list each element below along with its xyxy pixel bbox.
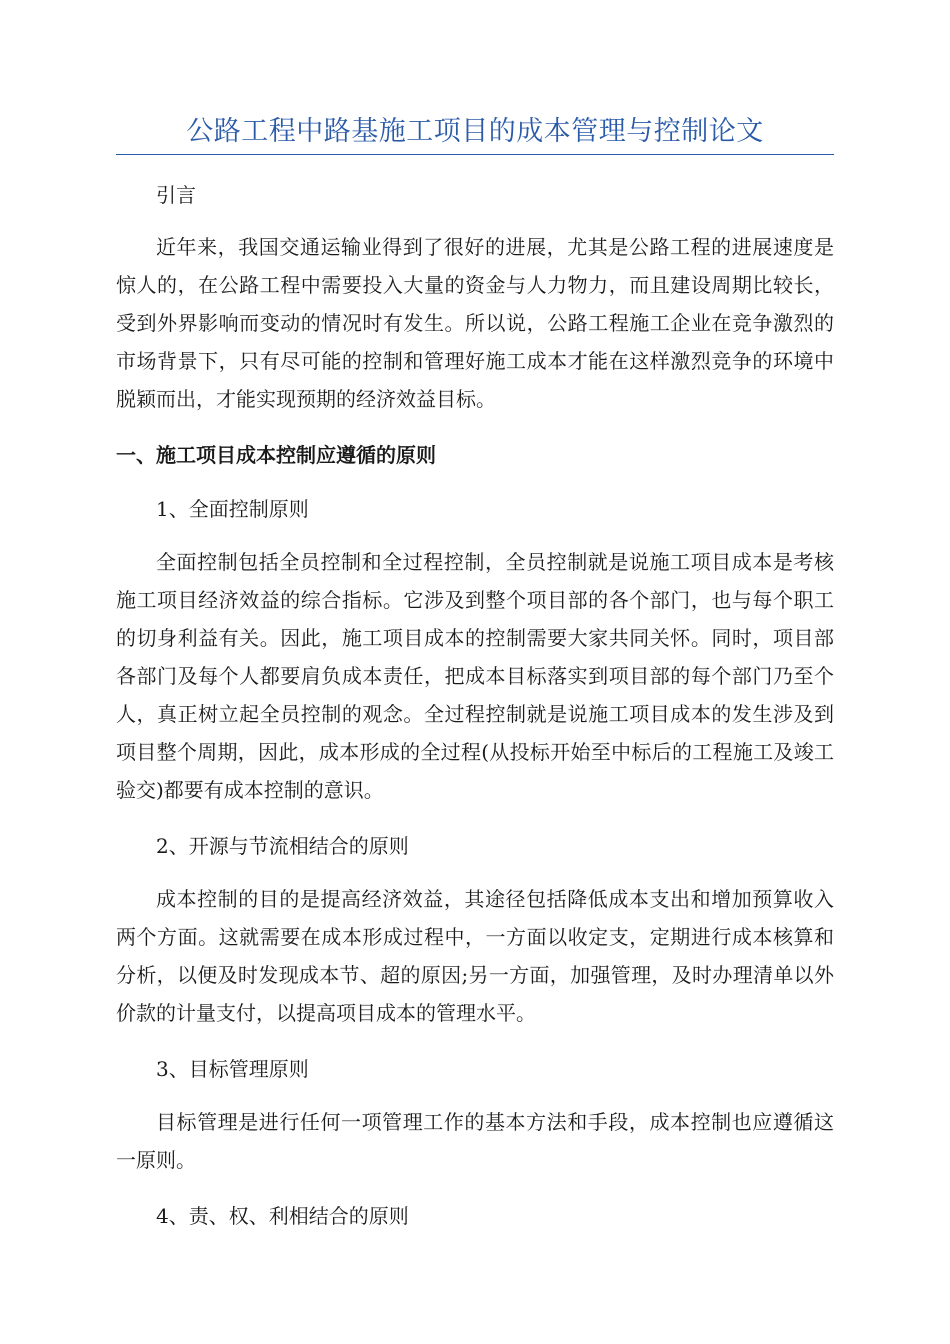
intro-paragraph: 近年来，我国交通运输业得到了很好的进展，尤其是公路工程的进展速度是惊人的，在公路工程中需要投入大量的资金与人力物力，而且建设周期比较长，受到外界影响而变动的情况时有发生。所以说，公路工程施工企业在竞争激烈的市场背景下，只有尽可能的控制和管理好施工成本才能在这样激烈竞争的环境中脱颖而出，才能实现预期的经济效益目标。 bbox=[116, 235, 834, 411]
subsection-paragraph-3: 目标管理是进行任何一项管理工作的基本方法和手段，成本控制也应遵循这一原则。 bbox=[116, 1110, 834, 1172]
section-heading-principles: 一、施工项目成本控制应遵循的原则 bbox=[116, 443, 436, 467]
subsection-heading-3: 3、目标管理原则 bbox=[156, 1057, 309, 1081]
subsection-heading-4: 4、责、权、利相结合的原则 bbox=[156, 1204, 409, 1228]
subsection-paragraph-1: 全面控制包括全员控制和全过程控制，全员控制就是说施工项目成本是考核施工项目经济效益的综合指标。它涉及到整个项目部的各个部门，也与每个职工的切身利益有关。因此，施工项目成本的控制需要大家共同关怀。同时，项目部各部门及每个人都要肩负成本责任，把成本目标落实到项目部的每个部门乃至个人，真正树立起全员控制的观念。全过程控制就是说施工项目成本的发生涉及到项目整个周期，因此，成本形成的全过程(从投标开始至中标后的工程施工及竣工验交)都要有成本控制的意识。 bbox=[116, 550, 834, 802]
subsection-paragraph-2: 成本控制的目的是提高经济效益，其途径包括降低成本支出和增加预算收入两个方面。这就需要在成本形成过程中，一方面以收定支，定期进行成本核算和分析，以便及时发现成本节、超的原因;另一方面，加强管理，及时办理清单以外价款的计量支付，以提高项目成本的管理水平。 bbox=[116, 887, 834, 1025]
subsection-heading-2: 2、开源与节流相结合的原则 bbox=[156, 834, 409, 858]
document-title: 公路工程中路基施工项目的成本管理与控制论文 bbox=[186, 116, 764, 147]
intro-label: 引言 bbox=[156, 183, 196, 207]
title-underline bbox=[116, 154, 834, 155]
subsection-heading-1: 1、全面控制原则 bbox=[156, 497, 309, 521]
